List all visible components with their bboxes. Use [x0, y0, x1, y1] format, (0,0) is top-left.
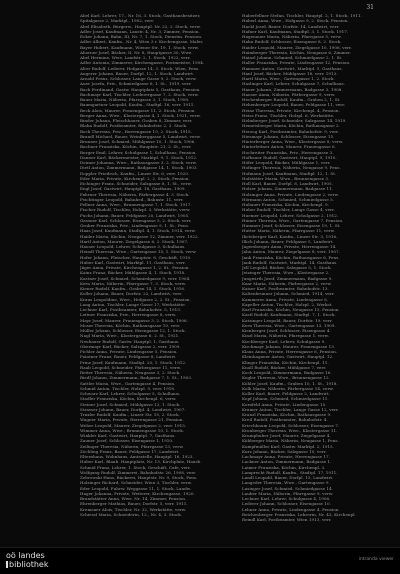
directory-entry: Müller Johann, Schlosser, Eisengasse 12, 1. Stock.: [80, 328, 186, 333]
directory-entry: Doppler Friedrich, Kaufm., Linzer Str. 6, verr. 1920.: [80, 170, 190, 176]
directory-entry: Kienberger Josef, Schlosser, Eisengasse 4.: [242, 328, 331, 333]
directory-entry: Gruber Franziska, Priv., Lindengasse 9, 1. St., Pens.: [80, 223, 190, 228]
directory-entry: Stadler Franziska, Köchin, Kirchenpl. 6, verw.: [80, 396, 177, 402]
directory-entry: Gassner Karl, Schlosser, Eisengasse 5, 2. Stock, verr.: [80, 217, 192, 223]
directory-entry: Jauk Rudolf, Gastwirt, Marktpl. 14, Gasthaus.: [242, 259, 338, 265]
directory-entry: Haas Josef, Kaufmann, Stadtpl. 4, 1. Stock, 1914, verw.: [80, 228, 196, 234]
directory-entry: Herzog Karl, Postbeamter, Bahnhofstr. 9, verr.: [242, 128, 340, 134]
directory-entry: Lang Anton, Tischler, Lange Gasse 17, Werkstätte.: [80, 301, 187, 307]
directory-entry: Zebrowski Hans, Bäckerei, Hauptstr. Nr. 9, Stock, Pens.: [80, 475, 198, 480]
directory-entry: Langeder Theresia, Wwe., Gartengasse 9.: [242, 480, 330, 486]
directory-entry: Eder Maria, Private, Kirchenpl. 2, 2. Stock, Pension.: [80, 175, 190, 181]
directory-entry: Binder Johann, Fleischhauer, Graben 8, Zimmer, verr.: [80, 118, 193, 123]
directory-entry: Engl Josef, Gastwirt, Hauptpl. 18, Gasthaus, 1909.: [80, 186, 186, 192]
directory-entry: Hummer Josef, Schlosser, Eisengasse 19, 1. St.: [242, 223, 341, 228]
directory-entry: Brandstätter Anna, Wwe. Nr. 14, Zimmer, Pension.: [80, 496, 187, 501]
directory-entry: Illich Johann, Bauer, Feldgasse 5, Landwirt.: [242, 238, 334, 244]
directory-entry: Wolfgang Rudolf, Zimmerei, Bahnhofstr. 26, 1908, verr.: [80, 469, 197, 475]
directory-entry: Knoll Rudolf, Bäcker, Mühlgasse 7, verr.: [242, 364, 327, 370]
directory-entry: Hanl Josef, Bäcker, Mühlgasse 18, verr. 1913.: [242, 70, 338, 76]
directory-entry: Haider Leopold, Maurer, Ziegelgasse 10, 1906, verr.: [242, 44, 352, 50]
directory-entry: Hörmann Anton, Schmied, Schmiedgasse 5.: [242, 196, 335, 202]
directory-entry: Schmid Anton, Tischler, Holzpl. 9, verr. 1918.: [80, 385, 176, 391]
directory-entry: Kern Theresia, Wwe., Gartengasse 13, 1909.: [242, 322, 336, 328]
directory-entry: Baumgartner Leopold, Kaufm., Stadtpl. 16, verr. 1911.: [80, 102, 195, 108]
directory-entry: Eder Leopold, Fuhrw. Weggasse 11, 1. Stock, Landw.: [80, 485, 192, 491]
directory-entry: Burger Emil, Lehrer, Schulgasse 1, Schulhaus, Pension.: [80, 149, 197, 155]
directory-entry: Krumphuber Josef, Maurer, Ziegelgasse 4.: [242, 433, 331, 438]
directory-entry: Traxler Rudolf, Kaufm., Linzer Str. 15, 2. Stock.: [80, 412, 180, 417]
directory-entry: Hehenberger Leopold, Bauer, Feldgasse 11, verr.: [242, 102, 346, 108]
directory-entry: Kronberger Theresia, Wwe., Klostergasse 11.: [242, 427, 338, 433]
logo-bars-icon: [6, 561, 8, 568]
directory-entry: Fuchs Johann, Bauer, Feldgasse 20, Landwirt, 1905.: [80, 212, 190, 218]
directory-entry: Sattler Maria, Wwe., Gartengasse 4, Pension.: [80, 380, 176, 386]
directory-entry: Adler Albert, Kaufm., Nr. 4, Wien 3 r. Kirchengasse, Maler,: [80, 39, 204, 45]
directory-entry: Hahn Rudolf, Schlosser, Eisengasse 8, 2. Stock.: [242, 39, 342, 45]
directory-entry: Blaha Rudolf, Postbeamter, Bahnhofstr. 2, 3. Stock.: [80, 123, 188, 129]
directory-entry: Angerer Johann, Bauer, Dorfpl. 12, 1. Stock, Landwirt.: [80, 70, 195, 76]
directory-entry: Kastl Rudolf, Kaufmann, Stadtpl. 7, 1. Stock.: [242, 312, 336, 318]
directory-entry: Hochreiter Franziska, Priv., Herrengasse 3.: [242, 149, 334, 155]
directory-entry: Huber Karl, Blaub. Hauptplatz, Nr. 13, Kirchplatz, Hausb.: [80, 459, 202, 465]
directory-entry: Hager Johanna, Private, Weiterer, Kirchengasse, 1920.: [80, 490, 195, 496]
directory-entry: Kern Maria, Näherin, Pfarrgasse 7, 3. Stock, verw.: [80, 280, 187, 286]
directory-entry: Kainz Franz, Bäcker, Mühlgasse 4, 1. Stock, 1918.: [80, 270, 186, 276]
directory-entry: Hubauer Franziska, Köchin, Kirchenpl. 9.: [242, 202, 329, 207]
directory-entry: Beck Alois, Maurer, Frauengasse 11, 2. Stock, Pension.: [80, 107, 196, 113]
directory-entry: Kornfeld Anna, Private, Lindengasse 15.: [242, 401, 327, 407]
directory-entry: Hutter Maria, Näherin, Pfarrgasse 11, verw.: [242, 228, 336, 234]
directory-entry: Huber Karl, Gastwirt, Marktpl. 11, Gasthaus, verr.: [80, 259, 186, 265]
directory-entry: Kramer Anton, Tischler, Lange Gasse 12, verr.: [242, 406, 339, 412]
directory-entry: Kammerer Anna, Private, Lindengasse 8.: [242, 296, 329, 302]
library-logo[interactable]: [6, 551, 48, 569]
directory-entry: Hofinger Theresia, Näherin, Neugasse 9, Pens.: [242, 165, 341, 171]
directory-entry: Ecker Johann, Bahn, III, Nr. 7, 1. Stock, Dienstm. Pension.: [80, 34, 203, 39]
directory-entry: Hofstätter Maria, Wwe., Brunnengasse 3.: [242, 175, 330, 181]
directory-entry: Kraus Leopoldine, Wwe., Hofgasse 2, 2. St., Pension.: [80, 296, 191, 302]
directory-entry: Raab Leopold, Schneider, Färbergasse 11, verw.: [80, 364, 182, 370]
directory-entry: Wagner Maria, Private, Herrengasse 21, Pension.: [80, 417, 184, 423]
directory-entry: Kranzl Franziska, Köchin, Rathausgasse 9.: [242, 412, 332, 417]
directory-entry: Auer Josefa, Priv., Schmiedgasse 6, 1. St., 1919, verr.: [80, 81, 192, 87]
directory-entry: Feichtinger Leopold, Bahnbed., Bahnstr. 11, verr.: [80, 196, 184, 202]
directory-entry: Kurz Johann, Bäcker, Salzgasse 10, verr.: [242, 448, 327, 454]
directory-entry: Holzer Johann, Zimmermann, Badgasse 11.: [242, 186, 334, 192]
directory-entry: Haller Franziska, Private, Lindengasse 12, Pension.: [242, 60, 351, 66]
directory-entry: Lasinger Josef, Schmied, Schmiedgasse 14.: [242, 485, 333, 491]
directory-entry: Lachmayr Anna, Private, Herrengasse 17.: [242, 454, 330, 459]
directory-entry: Bach Ferdinand, Gastw. Hauptplatz 5, Gasthaus, Pension.: [80, 86, 201, 92]
directory-entry: Brunner Josef, Schmied, Mühlgasse 10, 1. Stock, 1906.: [80, 139, 196, 144]
directory-entry: Holl Karl, Bauer, Dorfpl. 8, Landwirt, 1905.: [242, 181, 333, 186]
directory-entry: Arnold Franz, Schlosser, Lange Gasse 9, 2. Stock, verw.: [80, 76, 197, 81]
directory-entry: Haider Maria, Köchin, Neugasse 12, Zimmer, verr. 1922.: [80, 233, 199, 239]
directory-entry: Heiss Franz, Tischler, Holzpl. 6, Werkstätte.: [242, 112, 335, 118]
directory-entry: Steiner Josef, Schmied, Mühlgasse 13, 1. Stock.: [80, 401, 181, 407]
directory-entry: Bachmayr Karl, Tischler, Lederergasse 7, 2. Stock, verw.: [80, 91, 199, 97]
directory-entry: Pointner Franz, Bauer, Feldgasse 8, Landwirt.: [80, 354, 177, 360]
directory-entry: Hofbauer Rudolf, Gastwirt, Hauptpl. 9, 1910.: [242, 154, 337, 160]
directory-entry: Kapeller Anton, Tischler, Holzpl. 2, Werkst.: [242, 301, 333, 307]
directory-entry: Zöchling Franz, Bauer, Feldgasse 17, Landwirt.: [80, 448, 180, 454]
directory-entry: Heinz Theresia, Private, Kirchenpl. 4, Pension.: [242, 107, 340, 113]
directory-entry: Hagenauer Maria, Näherin, Pfarrgasse 5, verw.: [242, 34, 342, 39]
directory-entry: Jank Franziska, Köchin, Rathausgasse 6, Pens.: [242, 254, 340, 260]
directory-entry: Schiessl Maria, Schneiderin, 12., Nr. 4, 3. Stock.: [80, 511, 183, 517]
directory-entry: Elternhaus, Wohnhaus, Amtsstelle, Hauptpl. 16, 1923.: [80, 454, 194, 459]
directory-entry: Reindl Karl, Postbeamter, Wien 1913, verr.: [242, 517, 332, 522]
directory-entry: Kinzl Maria, Näherin, Pfarrgasse 1, verw.: [242, 333, 329, 339]
directory-entry: Weber Leopold, Maurer, Ziegelgasse 2, verr. 1915.: [80, 422, 187, 428]
directory-entry: Alter Rudolf, Lederer, Hofgasse 14, 3. Stock, Wien, Pens.: [80, 65, 200, 71]
directory-entry: Adler Josef, Kaufmann, Lanstr. 4, Nr. 3, Zimmer, Pension.: [80, 28, 200, 34]
directory-entry: Hinterleitner Anton, Maurer, Frauengasse 6.: [242, 144, 336, 150]
directory-entry: Hauer Johann, Zimmermann, Badgasse 3, 1908.: [242, 86, 343, 92]
directory-entry: Klaus Anna, Private, Herrengasse 6, Pension.: [242, 349, 338, 354]
directory-entry: Kühberger Maria, Näherin, Neugasse 1, Pens.: [242, 438, 339, 444]
directory-entry: Kogler Theresia, Wwe., Brunnengasse 12.: [242, 375, 330, 381]
directory-entry: Huber Rudolf, Tischler, Lange Gasse 4, verr.: [242, 207, 335, 213]
directory-entry: Berger Anna, Wwe., Klostergasse 4, 1. Stock, 1921, verw.: [80, 112, 201, 118]
directory-entry: Lechner Karl, Postbeamter, Bahnhofstr. 5, 1913.: [80, 307, 182, 312]
directory-entry: Lauber Maria, Näherin, Pfarrgasse 9, verw.: [242, 490, 334, 496]
directory-entry: Spitalgasse 2, Marktpl., 1902, verr.: [80, 18, 155, 24]
directory-entry: Kirchberger Karl, Lehrer, Schulgasse 9.: [242, 338, 326, 344]
directory-entry: Dietl Anton, Zimmermann, Badgasse 14, 1. Stock, 1903.: [80, 165, 198, 171]
directory-entry: Deimer Johanna, Wwe., Rathausgasse 3, 2. Stock, verw.: [80, 160, 197, 165]
directory-entry: Eichinger Franz, Schneider, Salzgasse 8, 1. St., verw.: [80, 181, 192, 186]
directory-entry: Karl Franziska, Köchin, Neugasse 15, Pension.: [242, 307, 340, 312]
directory-entry: Höfer Leopold, Bäcker, Mühlgasse 1, verr.: [242, 160, 331, 165]
left-column: [80, 13, 240, 541]
directory-entry: Moser Theresia, Köchin, Rathausgasse 10, verr.: [80, 322, 181, 328]
directory-entry: Hinterberger Anna, Wwe., Klostergasse 8, verw.: [242, 139, 344, 144]
directory-entry: Winkler Karl, Gastwirt, Hauptpl. 7, Gasthaus.: [80, 433, 176, 438]
directory-entry: Neubauer Rudolf, Gastw. Hauptpl. 1, Gasthaus.: [80, 338, 180, 344]
directory-entry: Adler Antonia, Zimmerer, Kirchengasse, Postmeister, 1904.: [80, 60, 205, 66]
directory-entry: Kleinhagauer Anton, Gastwirt, Hauptpl. 12.: [242, 354, 334, 360]
directory-entry: Lamprecht Rudolf, Kaufm., Stadtpl. 17, 1911.: [242, 469, 338, 475]
directory-entry: Haimberger Theresia, Köchin, Neugasse 6, Zimmer.: [242, 49, 351, 55]
directory-entry: Koller Johann, Bauer, Dorfstr. 22, Landwirt, verr.: [80, 291, 183, 297]
directory-entry: Haberl Anna, Wwe., Hofgasse 9, 2. Stock, Pension.: [242, 18, 349, 24]
directory-entry: Kopf Johann, Schmied, Schmiedgasse 11.: [242, 396, 329, 402]
directory-entry: Hackl Josef, Bauer, Dorfstr. 14, Landwirt, verr.: [242, 23, 340, 29]
directory-entry: Kiener Rudolf, Kaufm., Graben 14, 1. Stock, 1916.: [80, 286, 186, 291]
directory-entry: Schmid Franz, Lehrer, 1. Stock, Geschäft, Cafe, verr.: [80, 464, 191, 470]
directory-entry: Fischer Rudolf, Tischler, Holzpl. 3, Werkstätte, verw.: [80, 207, 191, 213]
directory-entry: Ehrenberger Mathias, Bauer, Dorfstr. 5, verr. 1911.: [80, 501, 188, 507]
directory-entry: Landl Leopold, Bauer, Dorfpl. 15, Landwirt.: [242, 475, 334, 480]
directory-entry: Jetzinger Theresia, Wwe., Klostergasse 2.: [242, 270, 330, 276]
directory-entry: Hauser Leopold, Lehrer, Schulgasse 3, Schulhaus.: [80, 244, 186, 249]
directory-entry: Fellner Anna, Wwe., Brunnengasse 7, 1. Stock, 1917.: [80, 202, 192, 207]
directory-entry: Koller Karl, Bauer, Feldgasse 2, Landwirt.: [242, 391, 330, 396]
directory-entry: Abel Karl, Lehrer, 17., Nr. 16, 3. Stock, Gasthausbesitzer,: [80, 13, 201, 18]
directory-entry: Schwarz Karl, Lehrer, Schulgasse 5, Schulhaus.: [80, 391, 181, 396]
directory-entry: Jell Leopold, Bäcker, Salzgasse 5, 1. Stock.: [242, 265, 332, 270]
directory-entry: Jagersberger Anna, Private, Herrengasse 14.: [242, 244, 337, 249]
directory-entry: Strasser Johann, Bauer, Dorfpl. 4, Landwirt, 1907.: [80, 406, 186, 412]
directory-entry: Wimmer Anna, Wwe., Brunnengasse 10, 1. Stock.: [80, 427, 185, 433]
directory-entry: Holzinger Richard, Schneider, Wien 3, Tischler, verw.: [80, 480, 192, 486]
directory-entry: Jahn Anton, Maurer, Ziegelgasse 8, verr. 1907.: [242, 249, 340, 255]
directory-entry: Haslinger Karl, Lehrer, Schulgasse 7, Schulhaus.: [242, 81, 345, 87]
directory-entry: Holzinger Anna, Private, Lindengasse 2, verw.: [242, 191, 339, 197]
directory-entry: Lechner Karl, Lehrer, Schulgasse 4, 1906.: [242, 496, 331, 501]
directory-entry: Ibetsberger Karl, Kaufm., Linzer Str. 3, 1916.: [242, 233, 338, 239]
directory-entry: Bauer Maria, Näherin, Pfarrgasse 3, 1. Stock, 1908.: [80, 97, 190, 102]
directory-entry: Zeilinger Theresia, Näherin, Pfarrgasse 13, verw.: [80, 443, 184, 449]
directory-entry: Mayr Josef, Maurer, Frauengasse 3, 2. Stock, 1906.: [80, 317, 188, 323]
directory-entry: Huemer Leopold, Lehrer, Schulgasse 2, 1912.: [242, 212, 339, 218]
directory-entry: Leitner Franziska, Priv., Herrengasse 8, verw.: [80, 312, 177, 318]
directory-entry: Bayer Hubert, Kaufmann, Wiener Str. 19, 1. Stock, verw.: [80, 44, 199, 50]
directory-entry: Koch Leopold, Zimmermann, Badgasse 16.: [242, 370, 332, 375]
directory-entry: Jäger Anna, Private, Kirchengasse 1, 2. St., Pension.: [80, 265, 190, 270]
directory-entry: Klinger Franziska, Köchin, Kirchenpl. 11.: [242, 359, 329, 365]
directory-entry: Reichenberger Franziska, Lehrerin, Nr. 43, Kirchenpl.: [242, 511, 356, 517]
directory-entry: Jungwirth Josef, Zimmermann, Badgasse 9.: [242, 275, 333, 281]
directory-entry: Kaiser Karl, Postbeamter, Bahnhofstr. 13.: [242, 286, 329, 291]
directory-entry: Kreil Rudolf, Postbeamter, Bahnhofstr. 4.: [242, 417, 328, 423]
directory-entry: Köhler Josef, Kaufm., Graben 10, 1. St., 1918.: [242, 380, 338, 386]
right-column: [242, 13, 400, 541]
directory-entry: Kremsner Alois, Tischler, Nr. 32, Werkstätte, verw.: [80, 506, 187, 512]
directory-entry: Hofer Johann, Fleischer, Hauptstr. 8, Geschäft, 1910.: [80, 254, 192, 260]
directory-entry: Obermayr Karl, Bäcker, Salzgasse 2, verr. 1909.: [80, 343, 181, 349]
directory-entry: Haberfellner Stefan, Tischler, Hauptpl. 2, 1. Stock, 1911.: [242, 13, 362, 18]
logo-line-1: oö landes: [6, 551, 45, 560]
directory-entry: Prinz Josef, Kaufmann, Stadtpl. 20, 1. Stock, 1912.: [80, 359, 187, 365]
directory-entry: Ahorner Josef, Bäcker, II, Nr. 8, Hauptgasse 30, Wwe.: [80, 49, 193, 55]
directory-entry: Kaltenbrunner Johann, Schmied, 1914, verr.: [242, 291, 335, 297]
directory-entry: Kumpfmüller Karl, Gastw. Marktpl. 2, 1915.: [242, 443, 334, 449]
directory-entry: Laimer Franziska, Köchin, Kirchenpl. 3.: [242, 464, 326, 470]
directory-entry: Buchner Franziska, Köchin, Hauptstr. 21, 2. St., verr.: [80, 144, 192, 150]
directory-entry: Hafner Karl, Kaufmann, Stadtpl. 3, 1. Stock, 1917.: [242, 28, 349, 34]
directory-entry: Heindl Theresia, Wwe., Gartengasse 15, 1. Stock, verw.: [80, 249, 197, 255]
directory-entry: Fahrner Theresia, Näherin, Färbergasse 4, 3. Stock.: [80, 191, 190, 197]
directory-entry: Kastner Josef, Schmied, Schmiedgasse 9, verr. 1904.: [80, 275, 191, 281]
directory-entry: Hartl Maria, Wwe., Gartengasse 1, 2. Stock.: [242, 76, 335, 81]
directory-entry: Abel Elisabeth, Bürgerw., Hauptpl. Nr. 22, 2. Stock, verw.: [80, 23, 201, 29]
directory-entry: Kriechbaum Leopold, Schlosser, Eisengasse 7.: [242, 422, 340, 428]
directory-entry: Helmberger Josef, Schneider, Salzgasse 14, 1919.: [242, 118, 347, 123]
directory-entry: Hainzl Johann, Schmied, Schmiedgasse 2, 1. St.: [242, 55, 343, 60]
directory-entry: Pichler Anna, Private, Lindengasse 5, Pension.: [80, 349, 178, 354]
directory-entry: Katzinger Leopold, Bauer, Dorfstr. 19, verr.: [242, 317, 333, 323]
directory-entry: Nagl Maria, Wwe., Klostergasse 6, 2. St., 1921.: [80, 333, 180, 339]
directory-entry: Danner Karl, Bäckermeister, Marktpl. 9, 1. Stock, 1912.: [80, 154, 198, 160]
directory-entry: Reiter Theresia, Näherin, Neugasse 3, 2. Stock.: [80, 370, 181, 375]
directory-entry: Hemetsberger Maria, Köchin, Rathausgasse 2.: [242, 123, 341, 129]
directory-entry: Hechenberger Rudolf, Kaufm., Graben 2, 1. St.: [242, 97, 341, 102]
directory-entry: Abel Hermine, Wwe. Landstr. 2, 1. Stock, 1922, verr.: [80, 55, 191, 60]
directory-entry: Riedl Johann, Zimmermann, Badgasse 7, 1. St., 1903.: [80, 375, 193, 381]
directory-entry: Hiesmayr Johann, Schlosser, Eisengasse 15.: [242, 133, 335, 139]
directory-entry: Kolb Maria, Näherin, Färbergasse 14, verw.: [242, 385, 334, 391]
directory-entry: Hartl Anton, Maurer, Ziegelgasse 6, 2. Stock, 1907.: [80, 238, 189, 244]
directory-entry: Kaar Maria, Näherin, Färbergasse 2, verw.: [242, 280, 332, 286]
directory-entry: Hauser Anna, Näherin, Färbergasse 9, verw.: [242, 91, 336, 97]
footer-bar: [0, 547, 400, 574]
directory-entry: Brandl Michael, Bauer, Weinberggasse 5, Landwirt, verw.: [80, 133, 201, 139]
directory-entry: Kirchmayr Johann, Maurer, Frauengasse 13.: [242, 343, 336, 349]
directory-entry: Zauner Josef, Schlosser, Eisengasse 1, 1910.: [80, 438, 174, 444]
page-number: 31: [366, 4, 374, 11]
directory-entry: Hammer Anton, Gastwirt, Marktpl. 5, Gasthaus.: [242, 65, 343, 71]
directory-entry: Bock Theresia, Priv., Herrengasse 19, 2. Stock, 1915.: [80, 128, 192, 134]
directory-entry: Lehner Anna, Private, Lindengasse 4, Pension.: [242, 506, 340, 512]
directory-entry: Humer Theresia, Wwe., Gartengasse 7, Pension.: [242, 217, 344, 223]
directory-entry: Lackner Anton, Zimmermann, Badgasse 1.: [242, 459, 332, 465]
viewer-credit[interactable]: intranda viewer: [358, 557, 394, 562]
directory-entry: Hofmann Josef, Kaufmann, Stadtpl. 12, 1. St.: [242, 170, 337, 176]
logo-line-2: bibliothek: [9, 560, 49, 569]
directory-entry: Lederer Johann, Schlosser, Eisengasse 10.: [242, 501, 331, 507]
